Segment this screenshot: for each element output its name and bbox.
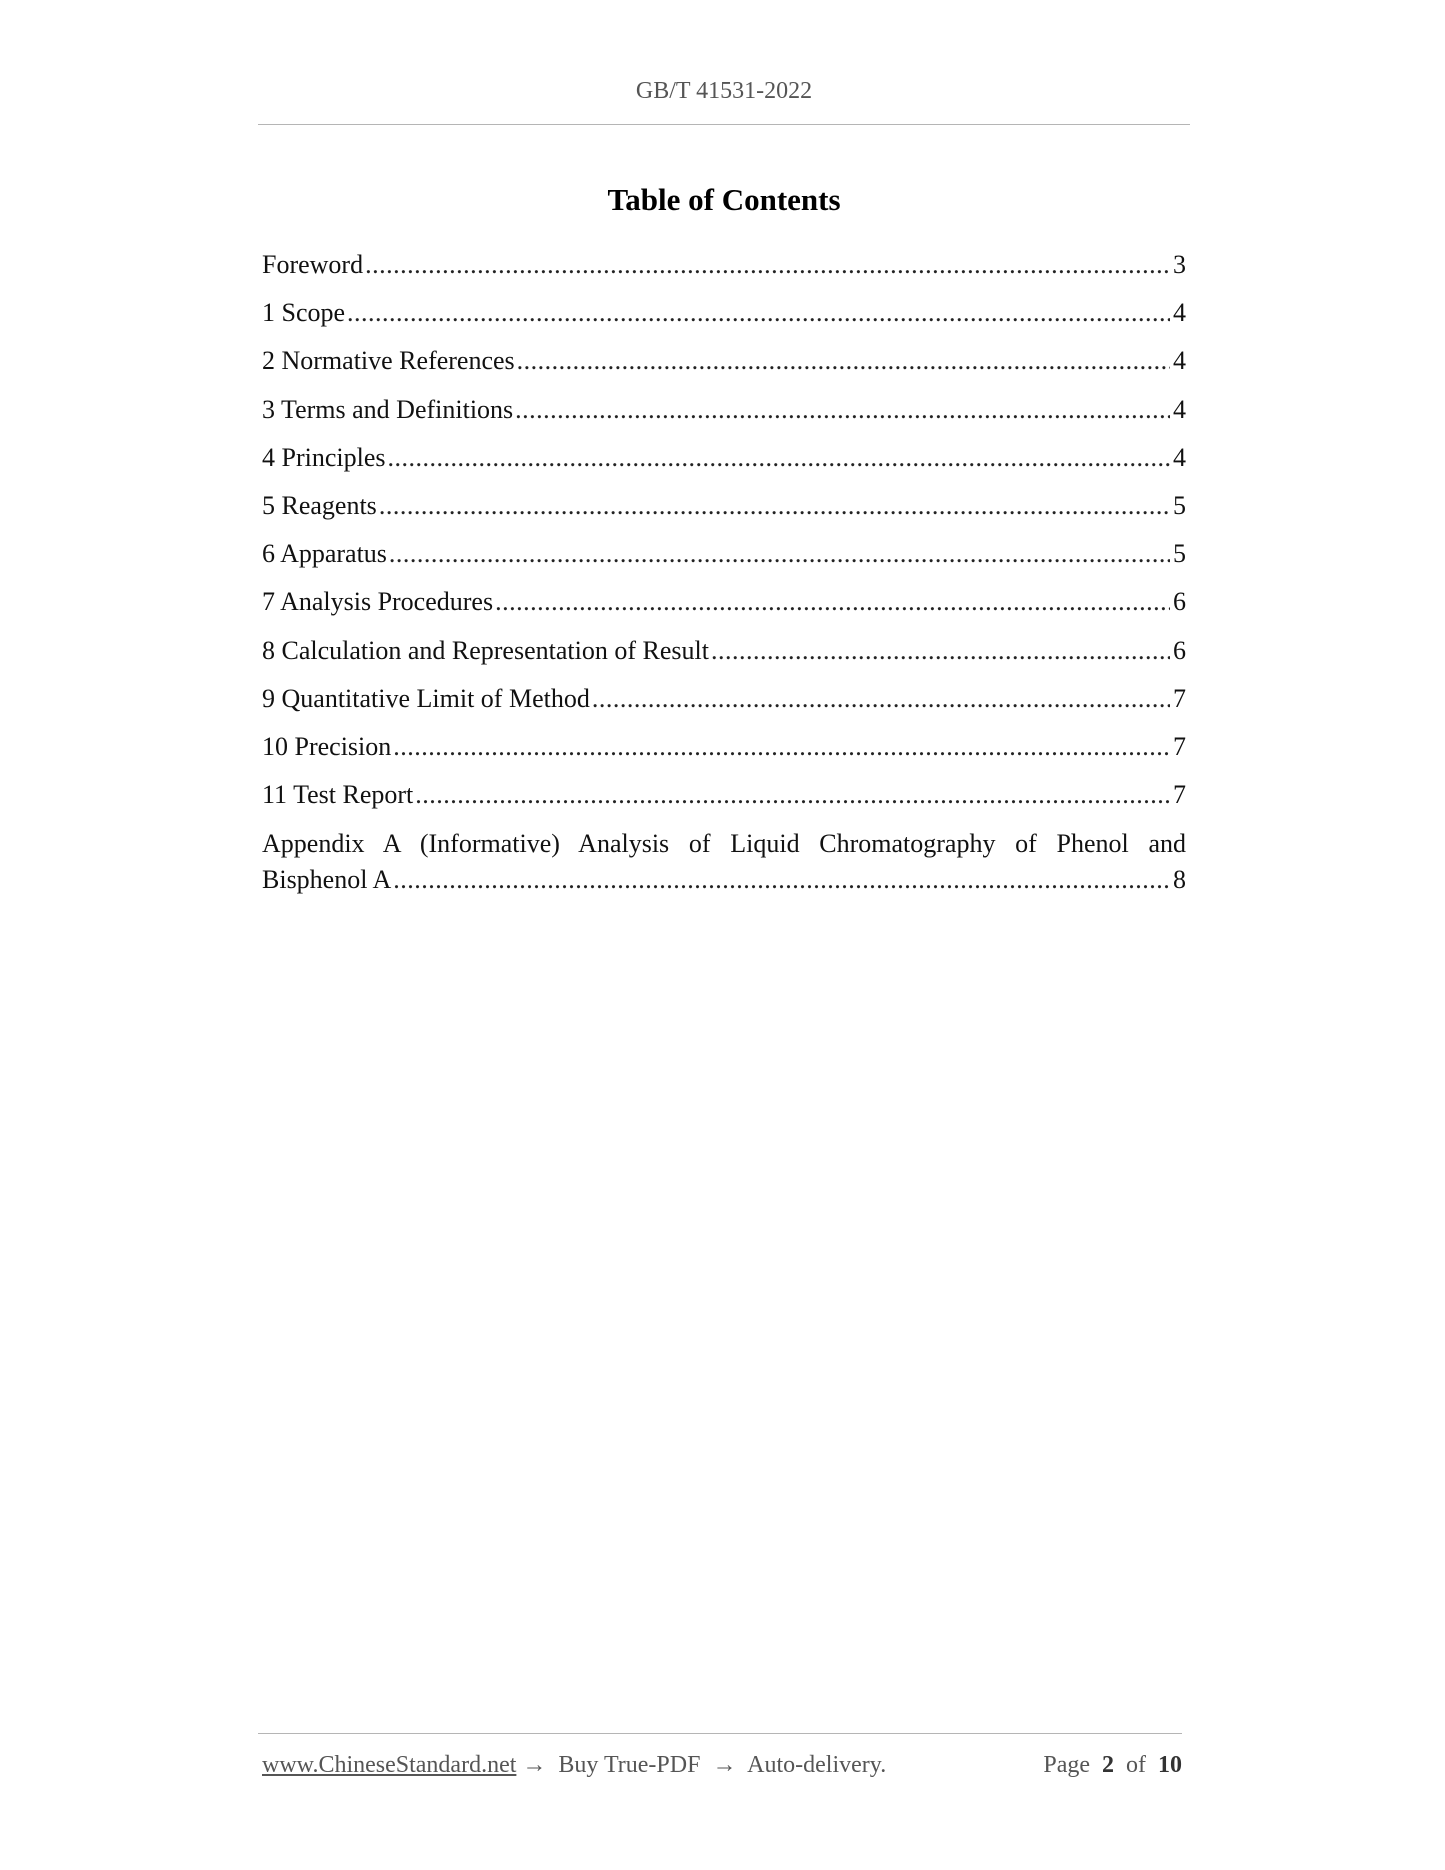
toc-entry-page: 4 [1173,346,1186,376]
dot-leader [517,344,1170,378]
toc-entry-label: 6 Apparatus [262,539,387,569]
toc-entry-scope[interactable] [262,296,1186,344]
dot-leader [415,778,1170,812]
of-word: of [1126,1752,1146,1778]
page-title: Table of Contents [607,182,841,217]
toc-entry-label: 8 Calculation and Representation of Result [262,635,709,665]
toc-entry-page: 3 [1173,250,1186,279]
toc-entry-label: Appendix A (Informative) Analysis of Liquid Chromatography of Phenol and [262,829,1186,859]
header-divider [258,124,1190,125]
delivery-text: Auto-delivery. [747,1752,887,1778]
dot-leader [592,682,1170,716]
dot-leader [393,730,1170,764]
dot-leader [495,585,1170,619]
document-header-id: GB/T 41531-2022 [635,78,813,104]
dot-leader [515,393,1170,427]
toc-entry-label: 11 Test Report [262,780,414,810]
toc-entry-label: 5 Reagents [262,490,377,520]
dot-leader [379,489,1170,523]
toc-entry-page: 7 [1173,780,1186,810]
toc-entry-apparatus[interactable] [262,537,1186,585]
toc-entry-foreword[interactable] [262,248,1186,296]
toc-entry-principles[interactable] [262,441,1186,489]
toc-entry-page: 7 [1173,731,1186,761]
dot-leader [365,248,1170,282]
toc-entry-normative-references[interactable] [262,344,1186,392]
arrow-right-icon: → [712,1752,737,1778]
toc-entry-label: 9 Quantitative Limit of Method [262,683,590,713]
toc-entry-appendix-a[interactable] [262,826,1186,898]
toc-entry-test-report[interactable] [262,778,1186,826]
toc-entry-terms-and-definitions[interactable] [262,393,1186,441]
page-word: Page [1043,1752,1090,1778]
toc-entry-quantitative-limit[interactable] [262,682,1186,730]
toc-entry-analysis-procedures[interactable] [262,585,1186,633]
page-footer [262,1752,1182,1779]
toc-entry-page: 5 [1173,539,1186,569]
toc-entry-label: Foreword [262,250,364,279]
toc-entry-calculation[interactable] [262,634,1186,682]
toc-entry-label: 10 Precision [262,731,392,761]
dot-leader [711,634,1170,668]
toc-entry-label-continued: Bisphenol A [262,865,392,895]
page-number [1043,1752,1182,1779]
toc-entry-page: 5 [1173,490,1186,520]
dot-leader [388,441,1171,475]
toc-entry-label: 4 Principles [262,442,386,472]
toc-entry-page: 4 [1173,442,1186,472]
total-pages: 10 [1158,1752,1182,1778]
website-link[interactable]: www.ChineseStandard.net [262,1752,517,1778]
toc-entry-label: 2 Normative References [262,346,515,376]
toc-entry-precision[interactable] [262,730,1186,778]
toc-entry-page: 6 [1173,587,1186,617]
toc-entry-label: 7 Analysis Procedures [262,587,494,617]
toc-entry-reagents[interactable] [262,489,1186,537]
dot-leader [389,537,1170,571]
toc-entry-label: 3 Terms and Definitions [262,394,514,424]
toc-entry-page: 4 [1173,298,1186,328]
dot-leader [393,862,1170,898]
toc-entry-page: 4 [1173,394,1186,424]
toc-entry-page: 6 [1173,635,1186,665]
toc-entry-page: 8 [1173,865,1186,895]
footer-divider [258,1733,1182,1734]
current-page: 2 [1102,1752,1114,1778]
toc-entry-label: 1 Scope [262,298,346,328]
toc-entry-page: 7 [1173,683,1186,713]
arrow-right-icon: → [522,1752,547,1778]
dot-leader [347,296,1170,330]
buy-text: Buy True-PDF [558,1752,701,1778]
table-of-contents [262,248,1186,898]
